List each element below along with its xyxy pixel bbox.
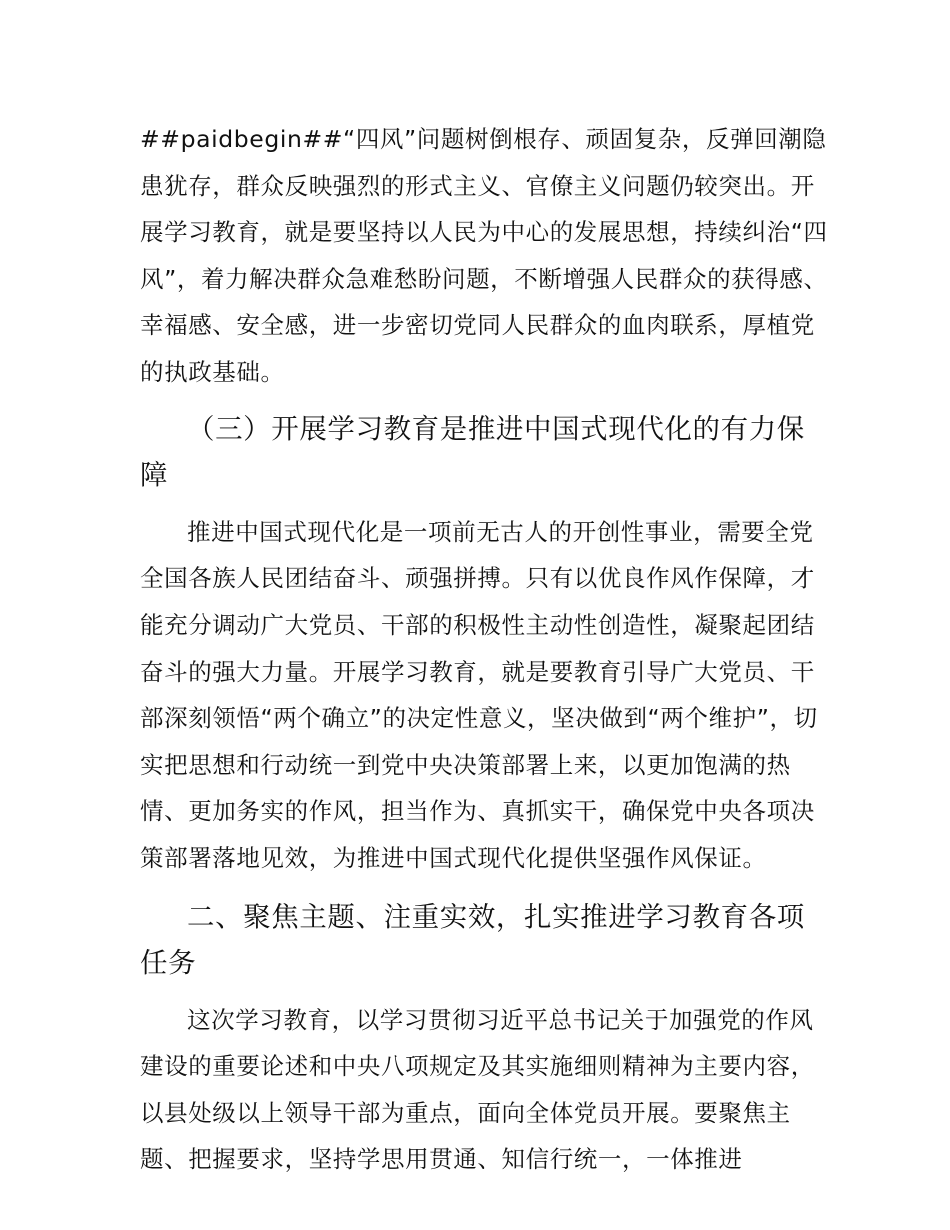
paragraph-study-education: 这次学习教育，以学习贯彻习近平总书记关于加强党的作风建设的重要论述和中央八项规定及其实施细则精神为主要内容，以县处级以上领导干部为重点，面向全体党员开展。要聚焦主题、把握要求，坚持学思用贯通、知信行统一，一体推进	[140, 1005, 815, 1174]
section-heading-two: 二、聚焦主题、注重实效，扎实推进学习教育各项任务	[140, 900, 805, 980]
document-body	[140, 116, 830, 1183]
paragraph-four-winds: ##paidbegin##“四风”问题树倒根存、顽固复杂，反弹回潮隐患犹存，群众反映强烈的形式主义、官僚主义问题仍较突出。开展学习教育，就是要坚持以人民为中心的发展思想，持续纠治“四风”，着力解决群众急难愁盼问题，不断增强人民群众的获得感、幸福感、安全感，进一步密切党同人民群众的血肉联系，厚植党的执政基础。	[140, 125, 828, 386]
paragraph-modernization: 推进中国式现代化是一项前无古人的开创性事业，需要全党全国各族人民团结奋斗、顽强拼搏。只有以优良作风作保障，才能充分调动广大党员、干部的积极性主动性创造性，凝聚起团结奋斗的强大力量。开展学习教育，就是要教育引导广大党员、干部深刻领悟“两个确立”的决定性意义，坚决做到“两个维护”，切实把思想和行动统一到党中央决策部署上来，以更加饱满的热情、更加务实的作风，担当作为、真抓实干，确保党中央各项决策部署落地见效，为推进中国式现代化提供坚强作风保证。	[140, 517, 818, 872]
section-heading-three: （三）开展学习教育是推进中国式现代化的有力保障	[140, 412, 805, 492]
